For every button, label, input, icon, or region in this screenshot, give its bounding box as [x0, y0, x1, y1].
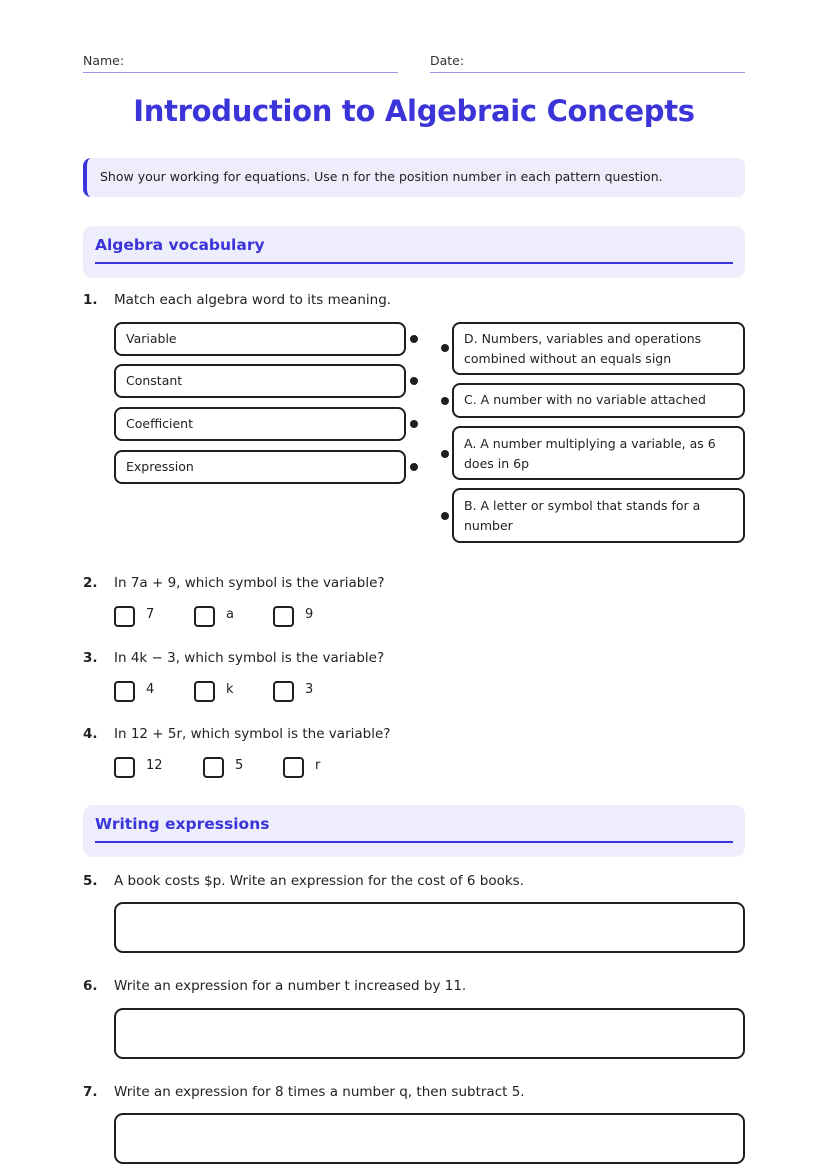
option-label: k: [226, 682, 234, 697]
section-divider: [95, 841, 733, 843]
section-title: Writing expressions: [95, 815, 270, 833]
option-checkbox[interactable]: [114, 606, 135, 627]
instructions-box: [83, 158, 745, 197]
term-label: Constant: [126, 373, 183, 388]
question-text: Match each algebra word to its meaning.: [114, 292, 392, 308]
match-term-expression[interactable]: [114, 450, 406, 484]
term-label: Expression: [126, 459, 194, 474]
term-label: Variable: [126, 331, 177, 346]
date-field[interactable]: [430, 72, 745, 73]
match-dot-right[interactable]: [441, 512, 449, 520]
option-checkbox[interactable]: [203, 757, 224, 778]
match-dot-left[interactable]: [410, 377, 418, 385]
question-number: 2.: [83, 575, 98, 591]
question-text: A book costs $p. Write an expression for the cost of 6 books.: [114, 873, 524, 889]
page-title: Introduction to Algebraic Concepts: [133, 94, 695, 128]
match-dot-right[interactable]: [441, 450, 449, 458]
option-label: a: [226, 607, 234, 622]
option-label: 9: [305, 607, 314, 622]
option-label: r: [315, 758, 321, 773]
question-text: In 4k − 3, which symbol is the variable?: [114, 650, 385, 666]
option-label: 5: [235, 758, 244, 773]
date-label: Date:: [430, 53, 465, 68]
option-checkbox[interactable]: [114, 681, 135, 702]
answer-box[interactable]: [114, 1008, 745, 1059]
question-number: 6.: [83, 978, 98, 994]
match-dot-left[interactable]: [410, 335, 418, 343]
section-algebra-vocabulary: [83, 226, 745, 278]
match-dot-left[interactable]: [410, 420, 418, 428]
question-number: 1.: [83, 292, 98, 308]
question-number: 4.: [83, 726, 98, 742]
question-text: Write an expression for a number t increased by 11.: [114, 978, 467, 994]
option-checkbox[interactable]: [273, 681, 294, 702]
match-dot-right[interactable]: [441, 344, 449, 352]
match-term-constant[interactable]: [114, 364, 406, 398]
section-writing-expressions: [83, 805, 745, 857]
option-label: 7: [146, 607, 155, 622]
section-title: Algebra vocabulary: [95, 236, 265, 254]
question-text: In 7a + 9, which symbol is the variable?: [114, 575, 385, 591]
question-number: 7.: [83, 1084, 98, 1100]
match-definition-d[interactable]: [452, 322, 745, 375]
question-number: 5.: [83, 873, 98, 889]
match-definition-c[interactable]: [452, 383, 745, 418]
option-checkbox[interactable]: [194, 681, 215, 702]
match-term-coefficient[interactable]: [114, 407, 406, 441]
definition-line: D. Numbers, variables and operations: [464, 331, 702, 346]
question-number: 3.: [83, 650, 98, 666]
answer-box[interactable]: [114, 902, 745, 953]
instructions-text: Show your working for equations. Use n for the position number in each pattern question.: [100, 169, 663, 184]
option-label: 3: [305, 682, 314, 697]
match-dot-left[interactable]: [410, 463, 418, 471]
answer-box[interactable]: [114, 1113, 745, 1164]
section-divider: [95, 262, 733, 264]
name-field[interactable]: [83, 72, 398, 73]
definition-line: number: [464, 518, 513, 533]
option-label: 4: [146, 682, 155, 697]
option-label: 12: [146, 758, 163, 773]
match-definition-b[interactable]: [452, 488, 745, 543]
definition-line: A. A number multiplying a variable, as 6: [464, 436, 716, 451]
option-checkbox[interactable]: [283, 757, 304, 778]
match-dot-right[interactable]: [441, 397, 449, 405]
definition-line: C. A number with no variable attached: [464, 392, 706, 407]
question-text: Write an expression for 8 times a number q, then subtract 5.: [114, 1084, 525, 1100]
definition-line: B. A letter or symbol that stands for a: [464, 498, 701, 513]
definition-line: does in 6p: [464, 456, 530, 471]
option-checkbox[interactable]: [273, 606, 294, 627]
option-checkbox[interactable]: [194, 606, 215, 627]
question-text: In 12 + 5r, which symbol is the variable?: [114, 726, 391, 742]
match-definition-a[interactable]: [452, 426, 745, 480]
term-label: Coefficient: [126, 416, 194, 431]
name-label: Name:: [83, 53, 125, 68]
match-term-variable[interactable]: [114, 322, 406, 356]
definition-line: combined without an equals sign: [464, 351, 672, 366]
option-checkbox[interactable]: [114, 757, 135, 778]
